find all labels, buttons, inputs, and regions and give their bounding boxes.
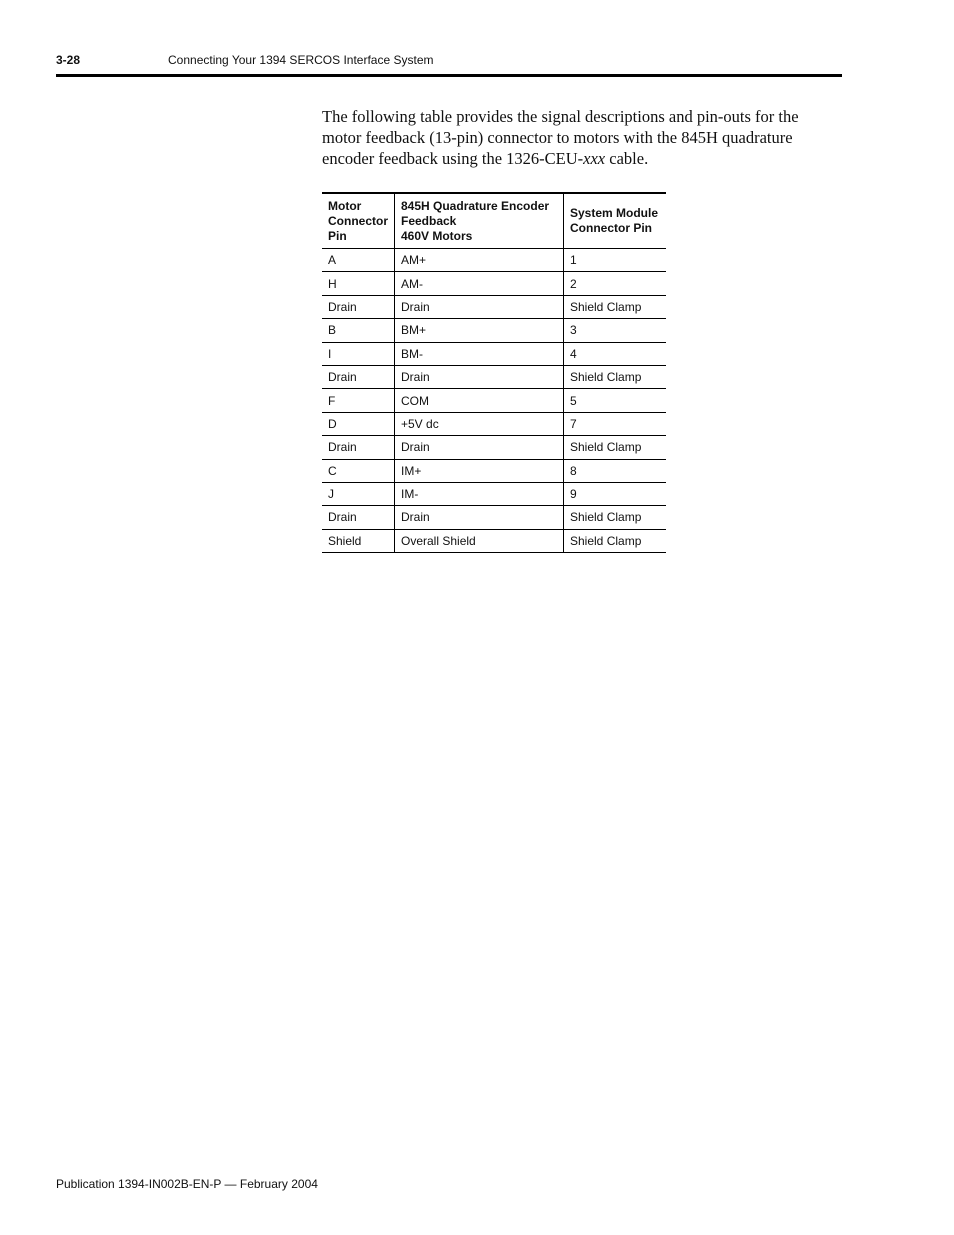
signal-cell: Drain xyxy=(395,295,564,318)
motor-pin-cell: Shield xyxy=(322,529,395,552)
module-pin-cell: Shield Clamp xyxy=(564,365,667,388)
motor-pin-cell: Drain xyxy=(322,365,395,388)
table-header-row xyxy=(322,193,666,249)
module-pin-cell: 4 xyxy=(564,342,667,365)
motor-pin-cell: Drain xyxy=(322,295,395,318)
table-row xyxy=(322,482,666,505)
signal-cell: Overall Shield xyxy=(395,529,564,552)
module-pin-cell: 8 xyxy=(564,459,667,482)
table-row xyxy=(322,365,666,388)
module-pin-cell: Shield Clamp xyxy=(564,506,667,529)
table-row xyxy=(322,249,666,272)
signal-cell: AM- xyxy=(395,272,564,295)
module-pin-cell: 7 xyxy=(564,412,667,435)
signal-cell: Drain xyxy=(395,365,564,388)
chapter-title: Connecting Your 1394 SERCOS Interface System xyxy=(168,53,434,67)
signal-cell: BM+ xyxy=(395,319,564,342)
module-pin-cell: 9 xyxy=(564,482,667,505)
signal-cell: IM+ xyxy=(395,459,564,482)
header-rule xyxy=(56,74,842,77)
motor-pin-cell: Drain xyxy=(322,506,395,529)
module-pin-cell: 3 xyxy=(564,319,667,342)
table-row xyxy=(322,389,666,412)
table-row xyxy=(322,459,666,482)
motor-pin-cell: H xyxy=(322,272,395,295)
intro-text-end: cable. xyxy=(605,149,649,168)
motor-pin-cell: D xyxy=(322,412,395,435)
motor-pin-cell: B xyxy=(322,319,395,342)
signal-cell: +5V dc xyxy=(395,412,564,435)
signal-cell: BM- xyxy=(395,342,564,365)
module-pin-cell: Shield Clamp xyxy=(564,436,667,459)
pinout-table xyxy=(322,192,666,553)
signal-cell: Drain xyxy=(395,436,564,459)
table-row xyxy=(322,342,666,365)
intro-paragraph xyxy=(322,106,842,169)
intro-text-italic: xxx xyxy=(583,149,606,168)
signal-cell: IM- xyxy=(395,482,564,505)
module-pin-cell: 1 xyxy=(564,249,667,272)
table-row xyxy=(322,506,666,529)
motor-pin-cell: C xyxy=(322,459,395,482)
signal-cell: COM xyxy=(395,389,564,412)
table-row xyxy=(322,295,666,318)
motor-pin-cell: F xyxy=(322,389,395,412)
module-pin-cell: Shield Clamp xyxy=(564,529,667,552)
page-number: 3-28 xyxy=(56,53,81,67)
motor-pin-cell: A xyxy=(322,249,395,272)
module-pin-cell: 5 xyxy=(564,389,667,412)
module-pin-cell: Shield Clamp xyxy=(564,295,667,318)
module-pin-cell: 2 xyxy=(564,272,667,295)
publication-footer: Publication 1394-IN002B-EN-P — February 2004 xyxy=(56,1177,318,1191)
intro-text-start: The following table provides the signal descriptions and pin-outs for the motor feedback (13-pin) connector to motors with the 845H quadrature encoder feedback using the 1326-CEU- xyxy=(322,107,799,168)
table-row xyxy=(322,412,666,435)
signal-cell: AM+ xyxy=(395,249,564,272)
table-row xyxy=(322,436,666,459)
header-motor-connector-pin: Motor Connector Pin xyxy=(322,193,395,249)
header-system-module-connector-pin: System Module Connector Pin xyxy=(564,193,667,249)
table-row xyxy=(322,319,666,342)
table-row xyxy=(322,529,666,552)
signal-cell: Drain xyxy=(395,506,564,529)
motor-pin-cell: J xyxy=(322,482,395,505)
table-row xyxy=(322,272,666,295)
header-845h-encoder-feedback: 845H Quadrature Encoder Feedback 460V Motors xyxy=(395,193,564,249)
motor-pin-cell: I xyxy=(322,342,395,365)
motor-pin-cell: Drain xyxy=(322,436,395,459)
